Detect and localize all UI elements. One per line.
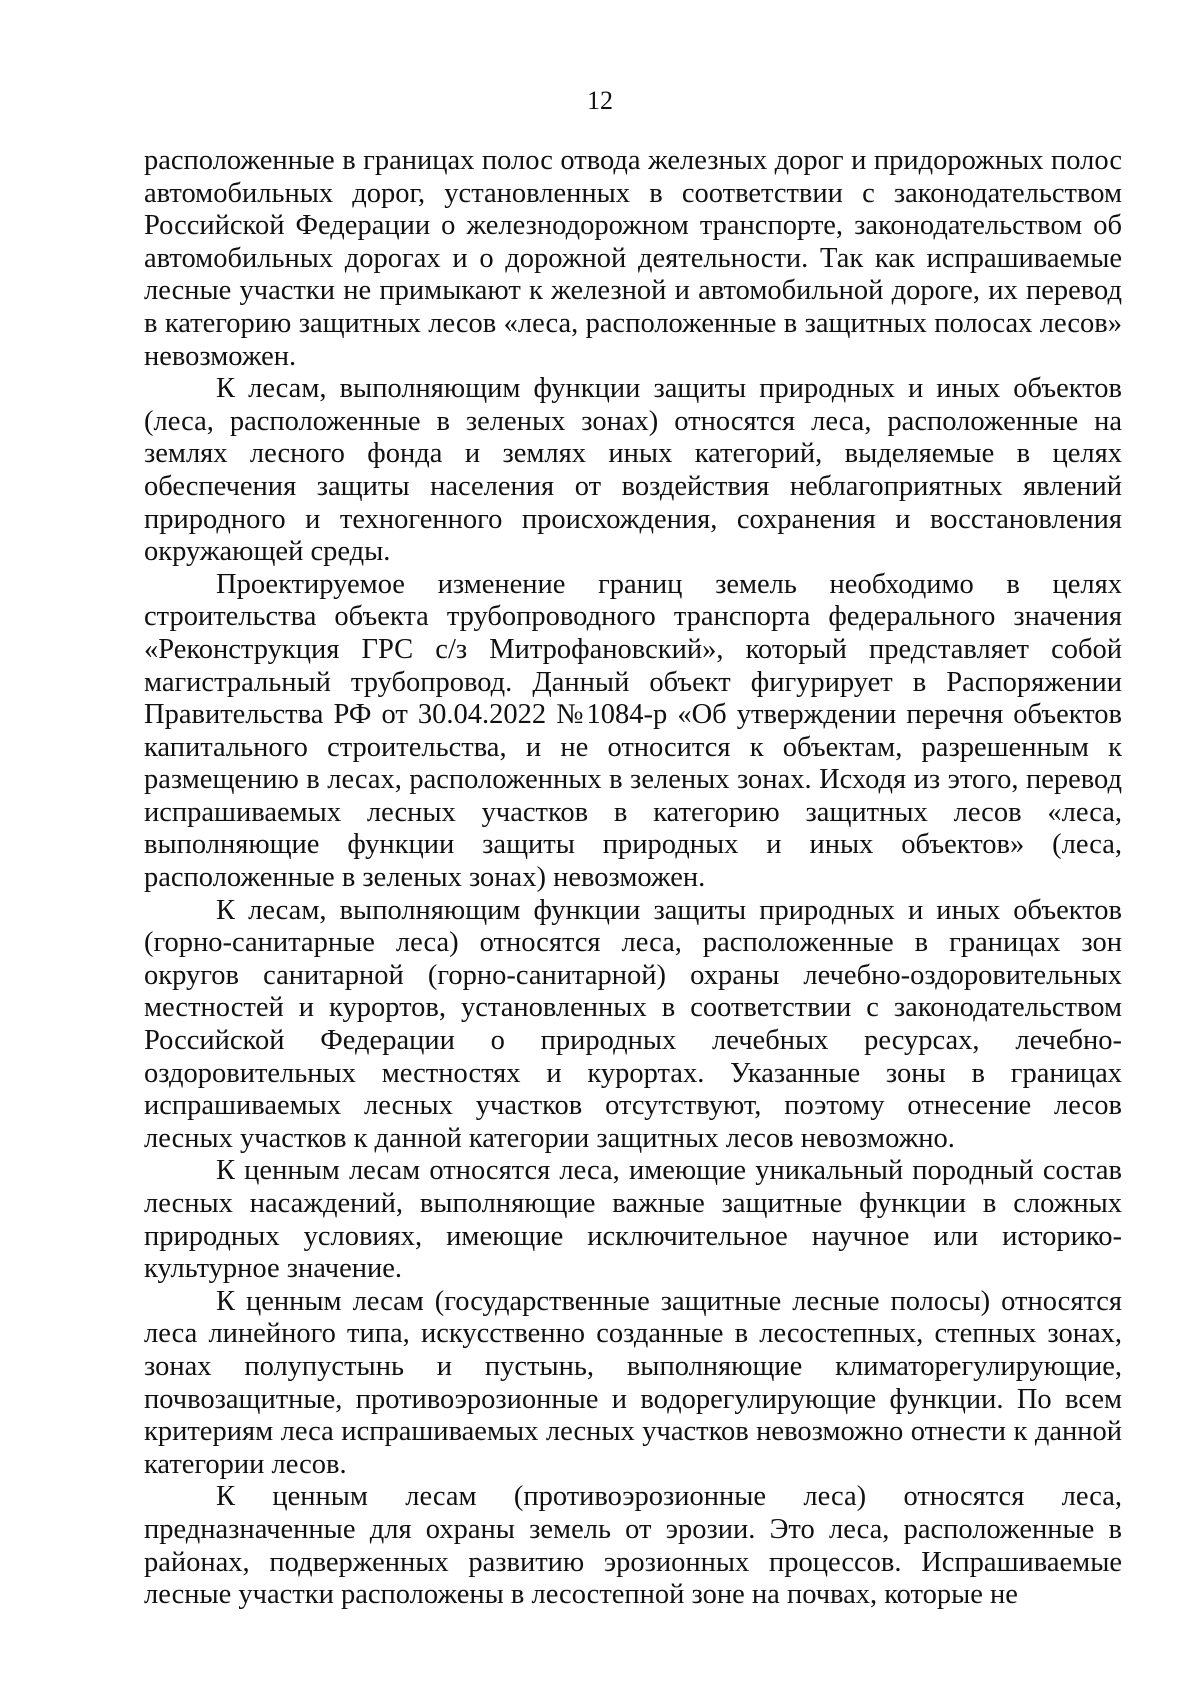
document-body (144, 145, 1122, 1612)
paragraph: К ценным лесам (государственные защитные лесные полосы) относятся леса линейного типа, искусственно созданные в лесостепных, степных зонах, зонах полупустынь и пустынь, выполняющие климаторегулирующие, почвозащитные, противоэрозионные и водорегулирующие функции. По всем критериям леса испрашиваемых лесных участков невозможно отнести к данной категории лесов. (144, 1285, 1122, 1480)
paragraph: К ценным лесам относятся леса, имеющие уникальный породный состав лесных насаждений, выполняющие важные защитные функции в сложных природных условиях, имеющие исключительное научное или историко-культурное значение. (144, 1155, 1122, 1285)
paragraph: Проектируемое изменение границ земель необходимо в целях строительства объекта трубопроводного транспорта федерального значения «Реконструкция ГРС с/з Митрофановский», который представляет собой магистральный трубопровод. Данный объект фигурирует в Распоряжении Правительства РФ от 30.04.2022 №1084-р «Об утверждении перечня объектов капитального строительства, и не относится к объектам, разрешенным к размещению в лесах, расположенных в зеленых зонах. Исходя из этого, перевод испрашиваемых лесных участков в категорию защитных лесов «леса, выполняющие функции защиты природных и иных объектов» (леса, расположенные в зеленых зонах) невозможен. (144, 568, 1122, 894)
paragraph: К лесам, выполняющим функции защиты природных и иных объектов (леса, расположенные в зеленых зонах) относятся леса, расположенные на землях лесного фонда и землях иных категорий, выделяемые в целях обеспечения защиты населения от воздействия неблагоприятных явлений природного и техногенного происхождения, сохранения и восстановления окружающей среды. (144, 373, 1122, 568)
paragraph: К лесам, выполняющим функции защиты природных и иных объектов (горно-санитарные леса) относятся леса, расположенные в границах зон округов санитарной (горно-санитарной) охраны лечебно-оздоровительных местностей и курортов, установленных в соответствии с законодательством Российской Федерации о природных лечебных ресурсах, лечебно-оздоровительных местностях и курортах. Указанные зоны в границах испрашиваемых лесных участков отсутствуют, поэтому отнесение лесов лесных участков к данной категории защитных лесов невозможно. (144, 894, 1122, 1154)
paragraph: К ценным лесам (противоэрозионные леса) относятся леса, предназначенные для охраны земель от эрозии. Это леса, расположенные в районах, подверженных развитию эрозионных процессов. Испрашиваемые лесные участки расположены в лесостепной зоне на почвах, которые не (144, 1481, 1122, 1611)
paragraph: расположенные в границах полос отвода железных дорог и придорожных полос автомобильных дорог, установленных в соответствии с законодательством Российской Федерации о железнодорожном транспорте, законодательством об автомобильных дорогах и о дорожной деятельности. Так как испрашиваемые лесные участки не примыкают к железной и автомобильной дороге, их перевод в категорию защитных лесов «леса, расположенные в защитных полосах лесов» невозможен. (144, 145, 1122, 372)
page-number: 12 (587, 86, 613, 115)
